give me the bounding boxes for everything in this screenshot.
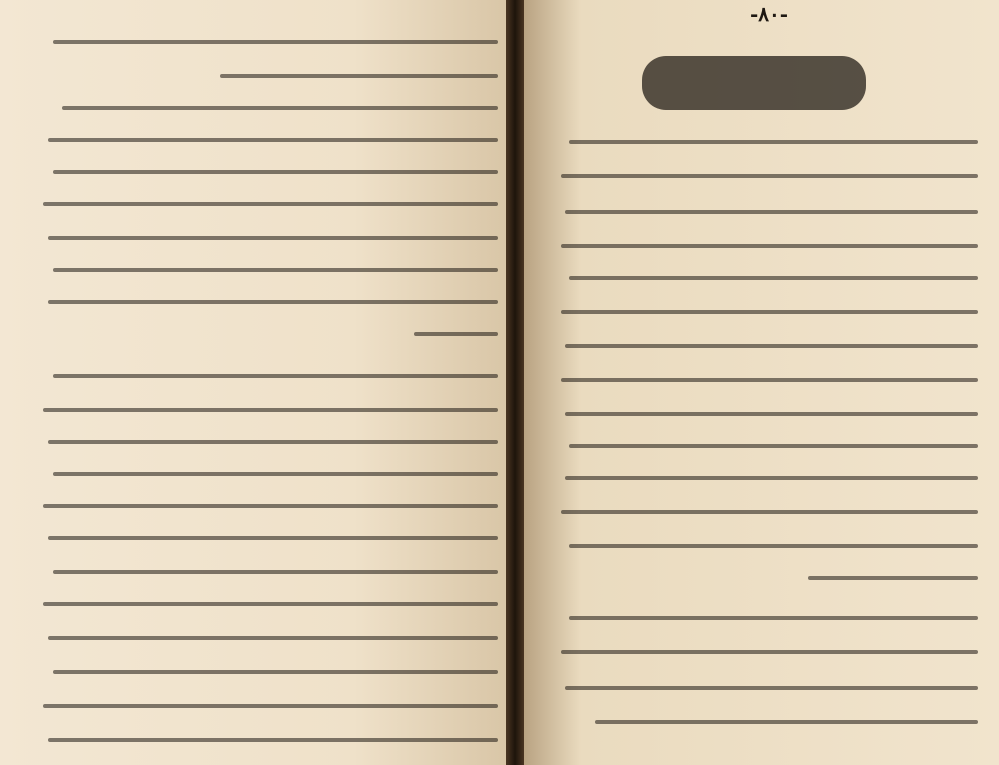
text-line: [569, 444, 978, 448]
text-line: [48, 536, 498, 540]
book-gutter: [506, 0, 524, 765]
right-page-text-block: [552, 124, 978, 754]
chapter-heading: [642, 56, 866, 110]
text-line: [414, 332, 498, 336]
text-line: [48, 300, 498, 304]
text-line: [43, 408, 498, 412]
text-line: [53, 40, 498, 44]
text-line: [565, 686, 978, 690]
page-number: -٨٠-: [749, 2, 789, 26]
text-line: [565, 412, 978, 416]
text-line: [62, 106, 498, 110]
text-line: [43, 504, 498, 508]
text-line: [561, 650, 978, 654]
text-line: [220, 74, 498, 78]
text-line: [48, 738, 498, 742]
text-line: [43, 704, 498, 708]
text-line: [53, 670, 498, 674]
text-line: [808, 576, 978, 580]
right-page: [524, 0, 999, 765]
text-line: [565, 344, 978, 348]
text-line: [595, 720, 978, 724]
text-line: [48, 440, 498, 444]
text-line: [53, 268, 498, 272]
text-line: [569, 276, 978, 280]
text-line: [53, 472, 498, 476]
text-line: [48, 138, 498, 142]
text-line: [561, 174, 978, 178]
text-line: [53, 570, 498, 574]
text-line: [565, 210, 978, 214]
text-line: [48, 236, 498, 240]
text-line: [565, 476, 978, 480]
text-line: [569, 544, 978, 548]
text-line: [561, 510, 978, 514]
left-page-text-block: [34, 10, 498, 760]
text-line: [569, 140, 978, 144]
text-line: [53, 170, 498, 174]
text-line: [48, 636, 498, 640]
text-line: [561, 310, 978, 314]
text-line: [53, 374, 498, 378]
text-line: [43, 602, 498, 606]
text-line: [43, 202, 498, 206]
text-line: [561, 244, 978, 248]
text-line: [561, 378, 978, 382]
text-line: [569, 616, 978, 620]
